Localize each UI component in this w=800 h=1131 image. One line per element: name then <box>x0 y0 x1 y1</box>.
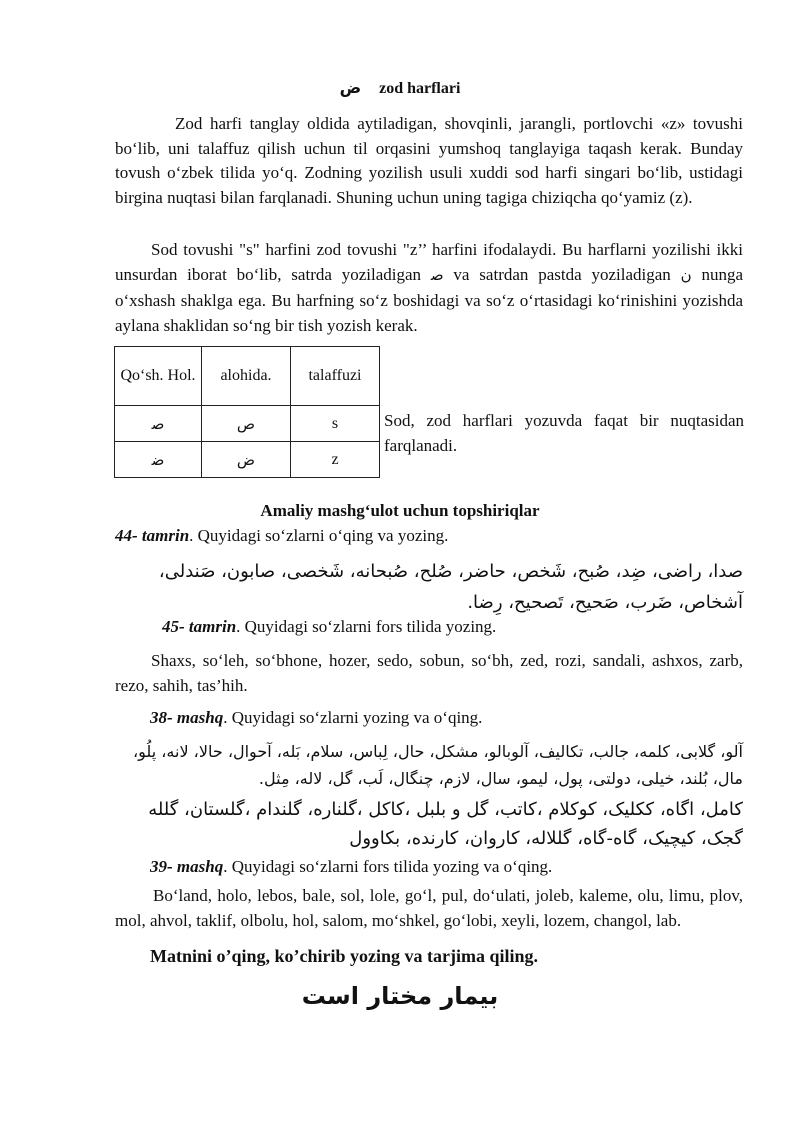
table-cell: ﺻ <box>115 406 202 442</box>
exercise-text: . Quyidagi so‘zlarni fors tilida yozing. <box>236 617 497 636</box>
table-cell: s <box>291 406 380 442</box>
table-header-row <box>115 347 380 406</box>
intro-paragraph: Zod harfi tanglay oldida aytiladigan, shovqinli, jarangli, portlovchi «z» tovushi bo‘lib, uni talaffuz qilish uchun til orqasini yumshoq tanglayiga taqash kerak. Bunday tovush o‘zbek tilida yo‘q. Zodning yozilish usuli xuddi sod harfi singari bo‘lib, ustidagi birgina nuqtasi bilan farqlanadi. Shuning uchun uning tagiga chiziqcha qo‘yamiz (z). <box>115 114 743 207</box>
writing-paragraph <box>115 237 743 338</box>
table-cell: z <box>291 442 380 478</box>
table-cell: ص <box>202 406 291 442</box>
table-cell: ﺿ <box>115 442 202 478</box>
exercise-number: 38- mashq <box>150 708 224 727</box>
inline-sad-glyph: ﺻ <box>430 266 444 284</box>
exercise-44-words: صدا، راضی، ضِد، صُبح، شَخص، حاضر، صُلح، صُبحانه، شَخصی، صابون، صَندلی، آشخاص، ضَرب، صَحیح، تَصحیح، رِضا. <box>158 561 743 613</box>
table-side-note: Sod, zod harflari yozuvda faqat bir nuqtasidan farqlanadi. <box>384 411 744 455</box>
table-cell: ض <box>202 442 291 478</box>
exercise-number: 45- tamrin <box>162 617 237 636</box>
heading-latin-text: zod harflari <box>379 80 461 97</box>
exercise-text: . Quyidagi so‘zlarni o‘qing va yozing. <box>189 526 449 545</box>
exercise-text: . Quyidagi so‘zlarni fors tilida yozing va o‘qing. <box>223 857 553 876</box>
exercises-heading: Amaliy mashg‘ulot uchun topshiriqlar <box>260 501 540 520</box>
letters-table <box>114 346 380 478</box>
exercise-38-words-1: آلو، گلابی، کلمه، جالب، تکالیف، آلوبالو، مشکل، حال، لِباس، سلام، بَله، آحوال، حالا، لانه، پلُو، مال، بُلند، خیلی، دولتی، پول، لیمو، سال، لازم، چنگال، لَب، گل، لاله، مِثل. <box>133 742 743 788</box>
writing-paragraph-text-2: va satrdan pastda yoziladigan <box>443 265 681 284</box>
exercise-39-instruction <box>150 856 552 878</box>
exercise-number: 44- tamrin <box>115 526 190 545</box>
exercise-number: 39- mashq <box>150 857 224 876</box>
section-heading <box>0 78 800 98</box>
reading-instruction: Matnini o’qing, ko’chirib yozing va tarjima qiling. <box>150 946 539 966</box>
exercise-39-words: Bo‘land, holo, lebos, bale, sol, lole, go‘l, pul, do‘ulati, joleb, kaleme, olu, limu, plov, mol, ahvol, taklif, olbolu, hol, salom, mo‘shkel, go‘lobi, xeyli, lozem, changol, lab. <box>115 886 743 930</box>
exercise-45-instruction <box>162 616 496 638</box>
table-header-cell: alohida. <box>202 347 291 406</box>
table-header-cell: talaffuzi <box>291 347 380 406</box>
exercise-38-words-2: کامل، اگاه، ککلیک، کوکلام ،کاتب، گل و بلبل ،کاکل ،گلناره، گلندام ،گلستان، گلله گجک، کیچیک، گاه-گاه، گللاله، کاروان، کارنده، بکاوول <box>148 799 743 849</box>
exercise-44-instruction <box>115 525 448 547</box>
writing-paragraph-text-3: nunga o‘xshash shaklga ega. Bu harfning so‘z boshidagi va so‘z o‘rtasidagi ko‘rinishini yozishda aylana shaklidan so‘ng bir tish yozish kerak. <box>115 265 743 335</box>
exercise-38-instruction <box>150 707 482 729</box>
reading-title: بیمار مختار است <box>301 982 499 1010</box>
exercise-text: . Quyidagi so‘zlarni yozing va o‘qing. <box>223 708 483 727</box>
heading-arabic-letter: ض <box>339 78 362 97</box>
inline-nun-glyph: ن <box>680 266 692 284</box>
writing-paragraph-text-1: Sod tovushi "s" harfini zod tovushi "z’’ harfini ifodalaydi. Bu harflarni yozilishi ikki unsurdan iborat bo‘lib, satrda yoziladigan <box>115 240 743 284</box>
table-row <box>115 406 380 442</box>
table-header-cell: Qo‘sh. Hol. <box>115 347 202 406</box>
table-row <box>115 442 380 478</box>
exercise-45-words: Shaxs, so‘leh, so‘bhone, hozer, sedo, sobun, so‘bh, zed, rozi, sandali, ashxos, zarb, rezo, sahih, tas’hih. <box>115 651 743 695</box>
